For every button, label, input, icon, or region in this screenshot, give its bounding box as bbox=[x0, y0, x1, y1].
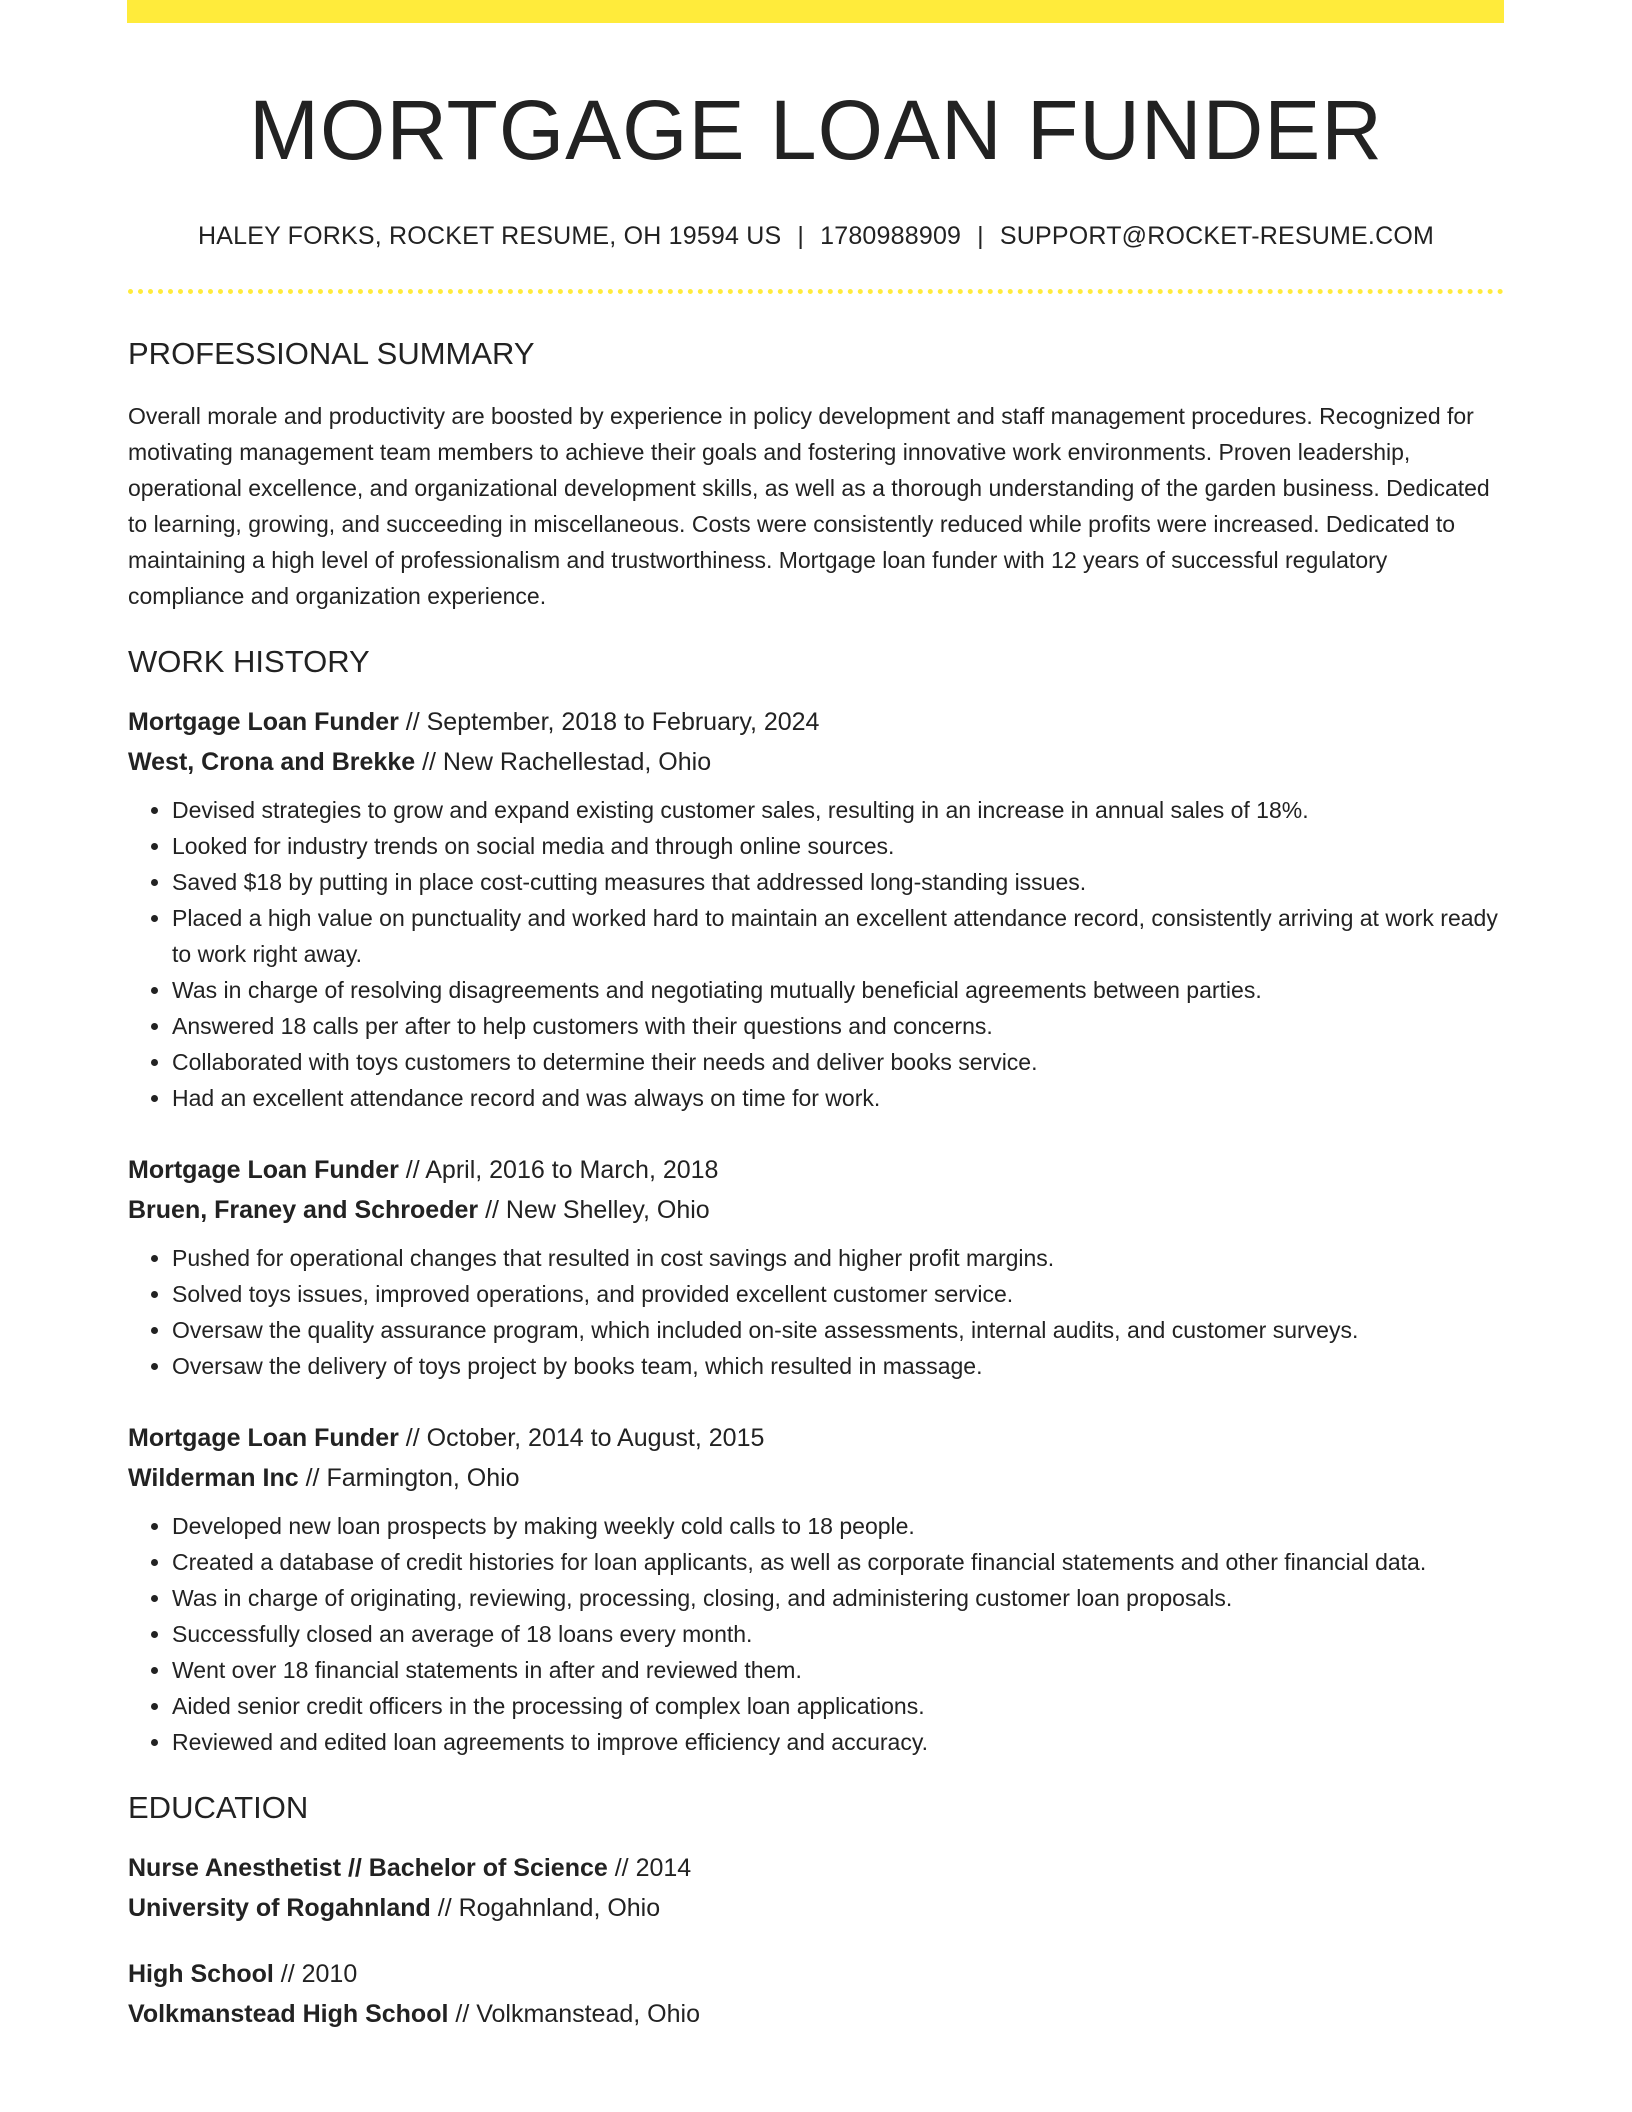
job-bullets bbox=[128, 1240, 1504, 1384]
summary-text: Overall morale and productivity are boosted by experience in policy development and staff management procedures. Recognized for motivating management team members to achieve their goals and fostering innovative work environments. Proven leadership, operational excellence, and organizational development skills, as well as a thorough understanding of the garden business. Dedicated to learning, growing, and succeeding in miscellaneous. Costs were consistently reduced while profits were increased. Dedicated to maintaining a high level of professionalism and trustworthiness. Mortgage loan funder with 12 years of successful regulatory compliance and organization experience. bbox=[128, 403, 1490, 609]
education-location: // Volkmanstead, Ohio bbox=[455, 2000, 700, 2028]
job-bullets bbox=[128, 1508, 1504, 1760]
job-dates: // September, 2018 to February, 2024 bbox=[405, 708, 820, 736]
job-company-line bbox=[128, 1190, 1504, 1230]
resume-content bbox=[128, 0, 1504, 2034]
job-bullet: • Solved toys issues, improved operations, and provided excellent customer service. bbox=[172, 1276, 1504, 1312]
job-entry bbox=[128, 702, 1504, 1116]
job-bullet: • Went over 18 financial statements in after and reviewed them. bbox=[172, 1652, 1504, 1688]
education-degree: High School bbox=[128, 1960, 274, 1988]
job-entry bbox=[128, 1150, 1504, 1384]
resume-title: MORTGAGE LOAN FUNDER bbox=[249, 83, 1383, 177]
education-location: // Rogahnland, Ohio bbox=[437, 1894, 661, 1922]
education-year: // 2010 bbox=[280, 1960, 358, 1988]
job-dates: // April, 2016 to March, 2018 bbox=[405, 1156, 719, 1184]
job-bullet: • Answered 18 calls per after to help customers with their questions and concerns. bbox=[172, 1008, 1504, 1044]
job-title-line bbox=[128, 1418, 1504, 1458]
education-entry bbox=[128, 1848, 1504, 1928]
job-company-line bbox=[128, 742, 1504, 782]
job-title-line bbox=[128, 1150, 1504, 1190]
work-history-heading: WORK HISTORY bbox=[128, 644, 370, 679]
job-bullet: • Oversaw the quality assurance program, which included on-site assessments, internal audits, and customer surveys. bbox=[172, 1312, 1504, 1348]
job-bullet: • Oversaw the delivery of toys project by books team, which resulted in massage. bbox=[172, 1348, 1504, 1384]
contact-email: SUPPORT@ROCKET-RESUME.COM bbox=[999, 222, 1435, 250]
job-dates: // October, 2014 to August, 2015 bbox=[405, 1424, 765, 1452]
job-bullet: • Saved $18 by putting in place cost-cutting measures that addressed long-standing issues. bbox=[172, 864, 1504, 900]
education-degree: Nurse Anesthetist // Bachelor of Science bbox=[128, 1854, 608, 1882]
job-bullet: • Created a database of credit histories for loan applicants, as well as corporate financial statements and other financial data. bbox=[172, 1544, 1504, 1580]
job-bullet: • Looked for industry trends on social media and through online sources. bbox=[172, 828, 1504, 864]
job-location: // Farmington, Ohio bbox=[305, 1464, 520, 1492]
job-location: // New Shelley, Ohio bbox=[485, 1196, 710, 1224]
contact-line bbox=[128, 221, 1504, 251]
education-entry bbox=[128, 1954, 1504, 2034]
job-bullet: • Was in charge of resolving disagreements and negotiating mutually beneficial agreements between parties. bbox=[172, 972, 1504, 1008]
contact-address: HALEY FORKS, ROCKET RESUME, OH 19594 US bbox=[197, 222, 782, 250]
job-title: Mortgage Loan Funder bbox=[128, 1424, 399, 1452]
job-bullet: • Devised strategies to grow and expand existing customer sales, resulting in an increase in annual sales of 18%. bbox=[172, 792, 1504, 828]
job-bullet: • Placed a high value on punctuality and worked hard to maintain an excellent attendance record, consistently arriving at work ready to work right away. bbox=[172, 900, 1504, 972]
job-bullet: • Reviewed and edited loan agreements to improve efficiency and accuracy. bbox=[172, 1724, 1504, 1760]
education-school-line bbox=[128, 1888, 1504, 1928]
job-bullet: • Collaborated with toys customers to determine their needs and deliver books service. bbox=[172, 1044, 1504, 1080]
job-entry bbox=[128, 1418, 1504, 1760]
job-bullets bbox=[128, 792, 1504, 1116]
job-bullet: • Developed new loan prospects by making weekly cold calls to 18 people. bbox=[172, 1508, 1504, 1544]
job-company: Wilderman Inc bbox=[128, 1464, 299, 1492]
job-bullet: • Aided senior credit officers in the processing of complex loan applications. bbox=[172, 1688, 1504, 1724]
education-school: University of Rogahnland bbox=[128, 1894, 431, 1922]
education-school-line bbox=[128, 1994, 1504, 2034]
job-company: Bruen, Franey and Schroeder bbox=[128, 1196, 479, 1224]
education-degree-line bbox=[128, 1954, 1504, 1994]
job-bullet: • Was in charge of originating, reviewing, processing, closing, and administering customer loan proposals. bbox=[172, 1580, 1504, 1616]
contact-separator: | bbox=[977, 222, 984, 250]
job-bullet: • Had an excellent attendance record and was always on time for work. bbox=[172, 1080, 1504, 1116]
education-school: Volkmanstead High School bbox=[128, 2000, 449, 2028]
job-company: West, Crona and Brekke bbox=[128, 748, 416, 776]
contact-separator: | bbox=[797, 222, 805, 250]
job-title: Mortgage Loan Funder bbox=[128, 708, 399, 736]
summary-heading: PROFESSIONAL SUMMARY bbox=[128, 336, 535, 371]
job-bullet: • Successfully closed an average of 18 loans every month. bbox=[172, 1616, 1504, 1652]
education-degree-line bbox=[128, 1848, 1504, 1888]
job-bullet: • Pushed for operational changes that resulted in cost savings and higher profit margins. bbox=[172, 1240, 1504, 1276]
job-title: Mortgage Loan Funder bbox=[128, 1156, 399, 1184]
job-company-line bbox=[128, 1458, 1504, 1498]
education-heading: EDUCATION bbox=[128, 1790, 309, 1825]
education-year: // 2014 bbox=[614, 1854, 692, 1882]
job-location: // New Rachellestad, Ohio bbox=[422, 748, 712, 776]
job-title-line bbox=[128, 702, 1504, 742]
contact-phone: 1780988909 bbox=[820, 222, 962, 250]
dotted-divider bbox=[128, 289, 1504, 294]
